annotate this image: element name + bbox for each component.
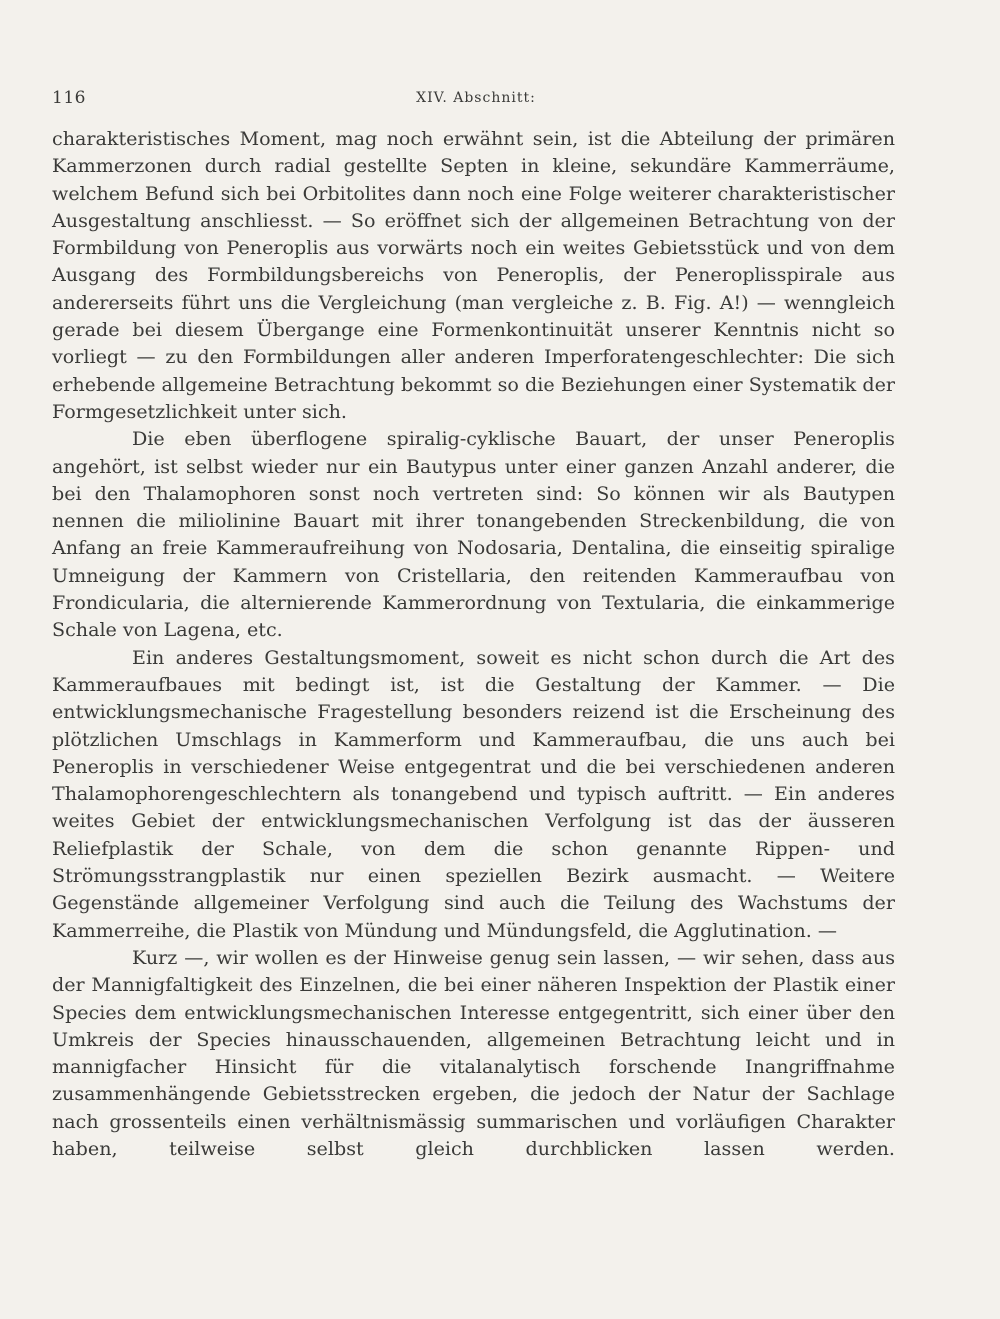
paragraph: Die eben überflogene spiralig-cyklische Bauart, der unser Peneroplis angehört, ist selbst wieder nur ein Bautypus unter einer ganzen Anzahl anderer, die bei den Thalamophoren sonst noch vertreten sind: So können wir als Bautypen nennen die miliolinine Bauart mit ihrer tonangebenden Streckenbildung, die von Anfang an freie Kammeraufreihung von Nodosaria, Dentalina, die einseitig spiralige Umneigung der Kammern von Cristellaria, den reitenden Kammeraufbau von Frondicularia, die alternierende Kammerordnung von Textularia, die einkammerige Schale von Lagena, etc.: [52, 427, 895, 642]
paragraph: charakteristisches Moment, mag noch erwähnt sein, ist die Abteilung der primären Kammerzonen durch radial gestellte Septen in kleine, sekundäre Kammerräume, welchem Befund sich bei Orbitolites dann noch eine Folge weiterer charakteristischer Ausgestaltung anschliesst. — So eröffnet sich der allgemeinen Betrachtung von der Formbildung von Peneroplis aus vorwärts noch ein weites Gebietsstück und von dem Ausgang des Formbildungsbereichs von Peneroplis, der Peneroplisspirale aus andererseits führt uns die Vergleichung (man vergleiche z. B. Fig. A!) — wenngleich gerade bei diesem Übergange eine Formenkontinuität unserer Kenntnis nicht so vorliegt — zu den Formbildungen aller anderen Imperforatengeschlechter: Die sich erhebende allgemeine Betrachtung bekommt so die Beziehungen einer Systematik der Formgesetzlichkeit unter sich.: [52, 127, 895, 423]
page-number: 116: [52, 88, 86, 108]
paragraph: Ein anderes Gestaltungsmoment, soweit es nicht schon durch die Art des Kammeraufbaues mit bedingt ist, ist die Gestaltung der Kammer. — Die entwicklungsmechanische Fragestellung besonders reizend ist die Erscheinung des plötzlichen Umschlags in Kammerform und Kammeraufbau, die uns auch bei Peneroplis in verschiedener Weise entgegentrat und die bei verschiedenen anderen Thalamophorengeschlechtern als tonangebend und typisch auftritt. — Ein anderes weites Gebiet der entwicklungsmechanischen Verfolgung ist das der äusseren Reliefplastik der Schale, von dem die schon genannte Rippen- und Strömungsstrangplastik nur einen speziellen Bezirk ausmacht. — Weitere Gegenstände allgemeiner Verfolgung sind auch die Teilung des Wachstums der Kammerreihe, die Plastik von Mündung und Mündungsfeld, die Agglutination. —: [52, 645, 895, 942]
section-title: XIV. Abschnitt:: [416, 90, 536, 106]
body-text: [52, 125, 895, 1162]
running-head: [52, 88, 900, 112]
paragraph: Kurz —, wir wollen es der Hinweise genug sein lassen, — wir sehen, dass aus der Mannigfaltigkeit des Einzelnen, die bei einer näheren Inspektion der Plastik einer Species dem entwicklungsmechanischen Interesse entgegentritt, sich einer über den Umkreis der Species hinausschauenden, allgemeinen Betrachtung leicht und in mannigfacher Hinsicht für die vitalanalytisch forschende Inangriffnahme zusammenhängende Gebietsstrecken ergeben, die jedoch der Natur der Sachlage nach grossenteils einen verhältnismässig summarischen und vorläufigen Charakter haben, teilweise selbst gleich durchblicken lassen werden.: [52, 945, 895, 1160]
